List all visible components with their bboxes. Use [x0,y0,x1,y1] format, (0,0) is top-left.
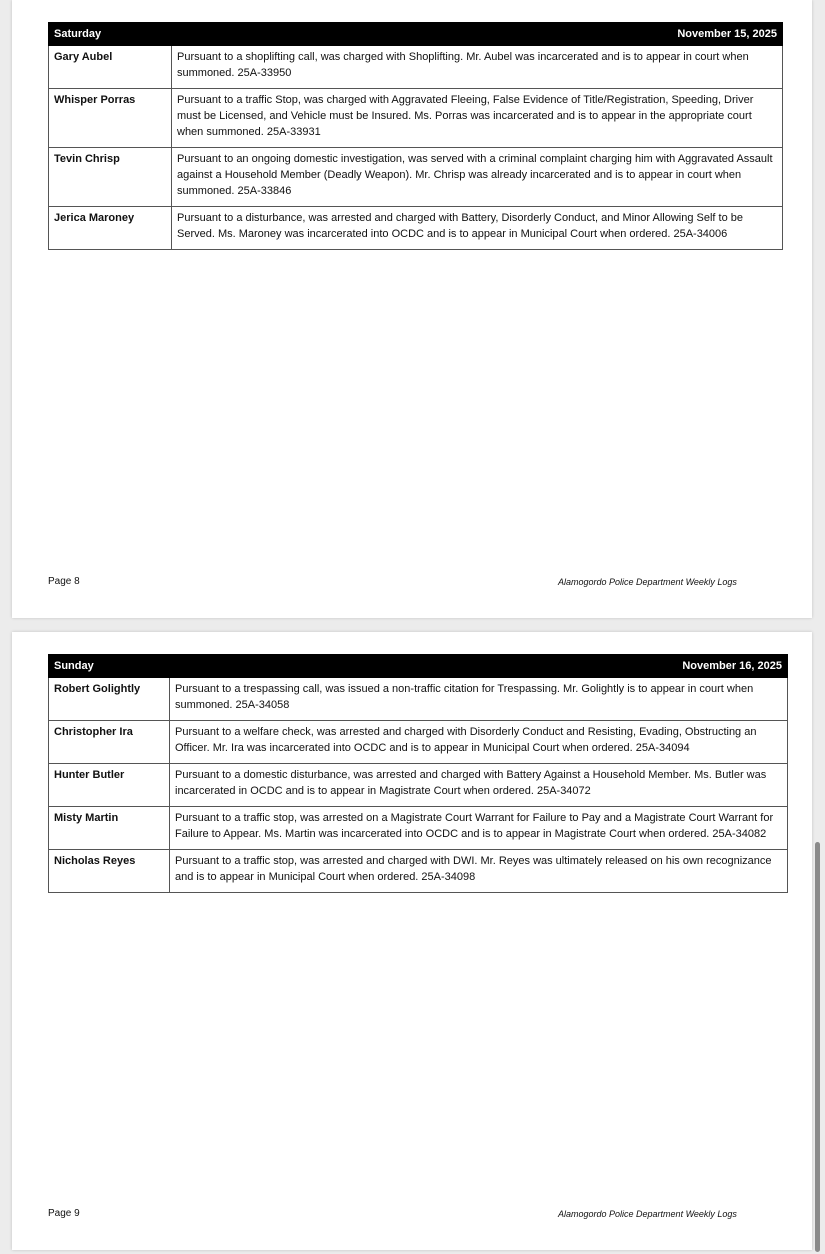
incident-description: Pursuant to a traffic Stop, was charged with Aggravated Fleeing, False Evidence of Title/Registration, Speeding, Driver must be Licensed, and Vehicle must be Insured. Ms. Porras was incarcerated and is to appear in the appropriate court when summoned. 25A-33931 [172,89,783,148]
incident-description: Pursuant to an ongoing domestic investigation, was served with a criminal complaint charging him with Aggravated Assault against a Household Member (Deadly Weapon). Mr. Chrisp was already incarcerated and is to appear in court when summoned. 25A-33846 [172,148,783,207]
document-page-9 [12,632,812,1250]
table-row [49,148,783,207]
log-table-sunday [48,654,788,893]
person-name: Robert Golightly [49,678,170,721]
person-name: Gary Aubel [49,46,172,89]
table-row [49,207,783,250]
table-row [49,721,788,764]
table-row [49,764,788,807]
table-row [49,46,783,89]
person-name: Tevin Chrisp [49,148,172,207]
document-page-8 [12,0,812,618]
day-header: Saturday [49,23,172,46]
incident-description: Pursuant to a traffic stop, was arrested and charged with DWI. Mr. Reyes was ultimately released on his own recognizance and is to appear in Municipal Court when ordered. 25A-34098 [170,850,788,893]
incident-description: Pursuant to a shoplifting call, was charged with Shoplifting. Mr. Aubel was incarcerated and is to appear in court when summoned. 25A-33950 [172,46,783,89]
log-table-saturday [48,22,783,250]
day-header: Sunday [49,655,170,678]
table-row [49,850,788,893]
vertical-scrollbar[interactable] [815,842,820,1252]
incident-description: Pursuant to a traffic stop, was arrested on a Magistrate Court Warrant for Failure to Pay and a Magistrate Court Warrant for Failure to Appear. Ms. Martin was incarcerated into OCDC and is to appear in Magistrate Court when ordered. 25A-34082 [170,807,788,850]
date-header: November 15, 2025 [172,23,783,46]
incident-description: Pursuant to a domestic disturbance, was arrested and charged with Battery Against a Household Member. Ms. Butler was incarcerated in OCDC and is to appear in Magistrate Court when ordered. 25A-34072 [170,764,788,807]
person-name: Christopher Ira [49,721,170,764]
person-name: Jerica Maroney [49,207,172,250]
person-name: Misty Martin [49,807,170,850]
incident-description: Pursuant to a disturbance, was arrested and charged with Battery, Disorderly Conduct, and Minor Allowing Self to be Served. Ms. Maroney was incarcerated into OCDC and is to appear in Municipal Court when ordered. 25A-34006 [172,207,783,250]
page-number: Page 9 [48,1208,80,1219]
person-name: Hunter Butler [49,764,170,807]
incident-description: Pursuant to a welfare check, was arrested and charged with Disorderly Conduct and Resisting, Evading, Obstructing an Officer. Mr. Ira was incarcerated into OCDC and is to appear in Municipal Court when ordered. 25A-34094 [170,721,788,764]
table-header-row [49,655,788,678]
table-row [49,678,788,721]
footer-title: Alamogordo Police Department Weekly Logs [558,1209,737,1219]
person-name: Nicholas Reyes [49,850,170,893]
date-header: November 16, 2025 [170,655,788,678]
person-name: Whisper Porras [49,89,172,148]
table-row [49,807,788,850]
table-row [49,89,783,148]
table-header-row [49,23,783,46]
page-number: Page 8 [48,576,80,587]
footer-title: Alamogordo Police Department Weekly Logs [558,577,737,587]
incident-description: Pursuant to a trespassing call, was issued a non-traffic citation for Trespassing. Mr. Golightly is to appear in court when summoned. 25A-34058 [170,678,788,721]
